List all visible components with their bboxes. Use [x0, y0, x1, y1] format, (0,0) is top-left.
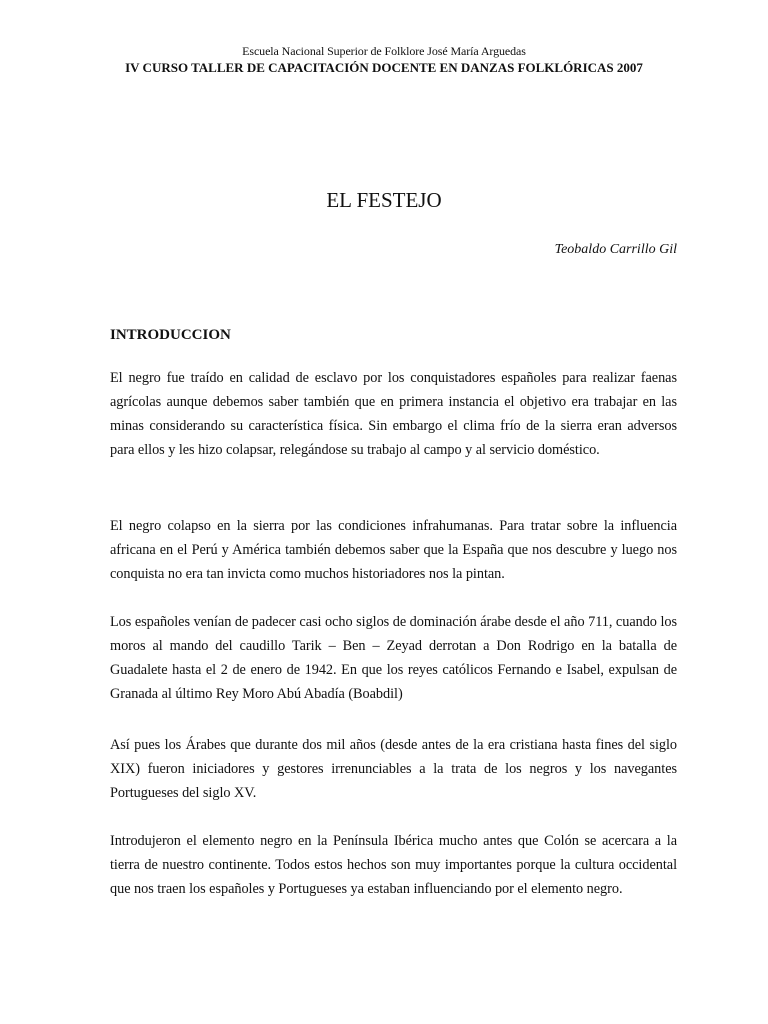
document-title: EL FESTEJO — [326, 188, 442, 212]
paragraph-4: Así pues los Árabes que durante dos mil años (desde antes de la era cristiana hasta fines del siglo XIX) fueron iniciadores y gestores irrenunciables a la trata de los negros y los navegantes Portugueses del siglo XV. — [110, 737, 677, 801]
header-institution: Escuela Nacional Superior de Folklore José María Arguedas — [242, 44, 526, 58]
section-heading: INTRODUCCION — [110, 327, 231, 343]
paragraph-5: Introdujeron el elemento negro en la Península Ibérica mucho antes que Colón se acercara a la tierra de nuestro continente. Todos estos hechos son muy importantes porque la cultura occidental que nos traen los españoles y Portugueses ya estaban influenciando por el elemento negro. — [110, 833, 677, 897]
header-course: IV CURSO TALLER DE CAPACITACIÓN DOCENTE EN DANZAS FOLKLÓRICAS 2007 — [125, 60, 643, 75]
document-author: Teobaldo Carrillo Gil — [554, 242, 677, 257]
paragraph-3: Los españoles venían de padecer casi ocho siglos de dominación árabe desde el año 711, cuando los moros al mando del caudillo Tarik – Ben – Zeyad derrotan a Don Rodrigo en la batalla de Guadalete hasta el 2 de enero de 1942. En que los reyes católicos Fernando e Isabel, expulsan de Granada al último Rey Moro Abú Abadía (Boabdil) — [110, 614, 677, 702]
paragraph-2: El negro colapso en la sierra por las condiciones infrahumanas. Para tratar sobre la influencia africana en el Perú y América también debemos saber que la España que nos descubre y luego nos conquista no era tan invicta como muchos historiadores nos la pintan. — [110, 518, 677, 582]
paragraph-1: El negro fue traído en calidad de esclavo por los conquistadores españoles para realizar faenas agrícolas aunque debemos saber también que en primera instancia el objetivo era trabajar en las minas considerando su característica física. Sin embargo el clima frío de la sierra eran adversos para ellos y les hizo colapsar, relegándose su trabajo al campo y al servicio doméstico. — [110, 370, 677, 458]
